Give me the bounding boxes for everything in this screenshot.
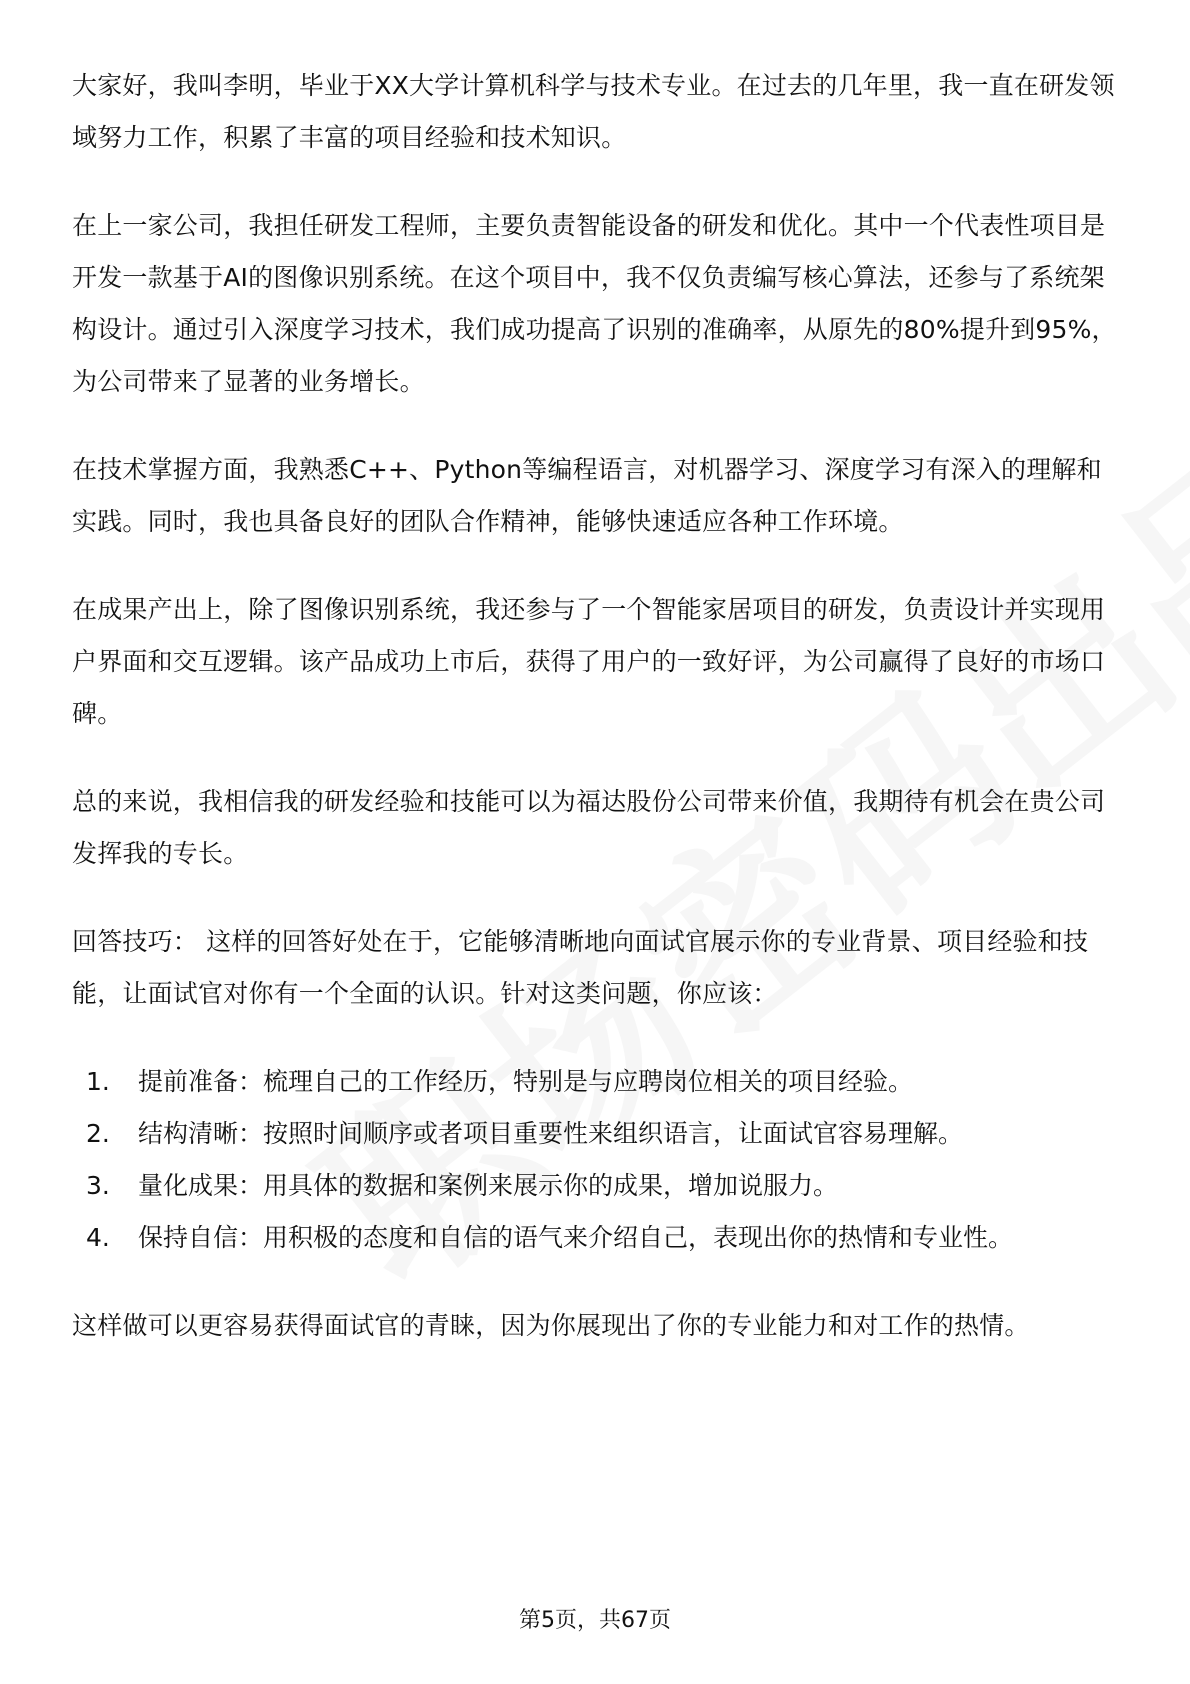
skills-paragraph: 在技术掌握方面，我熟悉C++、Python等编程语言，对机器学习、深度学习有深入的理解和实践。同时，我也具备良好的团队合作精神，能够快速适应各种工作环境。 (72, 455, 1102, 536)
list-item-text: 提前准备：梳理自己的工作经历，特别是与应聘岗位相关的项目经验。 (138, 1067, 914, 1096)
closing-paragraph: 这样做可以更容易获得面试官的青睐，因为你展现出了你的专业能力和对工作的热情。 (72, 1311, 1030, 1340)
list-item (86, 1056, 1122, 1108)
list-item (86, 1108, 1122, 1160)
list-item (86, 1160, 1122, 1212)
list-item-text: 结构清晰：按照时间顺序或者项目重要性来组织语言，让面试官容易理解。 (138, 1119, 964, 1148)
list-item-text: 量化成果：用具体的数据和案例来展示你的成果，增加说服力。 (138, 1171, 839, 1200)
list-item-number: 3. (86, 1171, 110, 1200)
list-item-text: 保持自信：用积极的态度和自信的语气来介绍自己，表现出你的热情和专业性。 (138, 1223, 1014, 1252)
document-body (72, 60, 1122, 1388)
tips-intro-paragraph: 回答技巧： 这样的回答好处在于，它能够清晰地向面试官展示你的专业背景、项目经验和技能，让面试官对你有一个全面的认识。针对这类问题，你应该： (72, 927, 1089, 1008)
tips-list (72, 1056, 1122, 1264)
summary-paragraph: 总的来说，我相信我的研发经验和技能可以为福达股份公司带来价值，我期待有机会在贵公司发挥我的专长。 (72, 787, 1106, 868)
list-item (86, 1212, 1122, 1264)
list-item-number: 2. (86, 1119, 110, 1148)
list-item-number: 1. (86, 1067, 110, 1096)
experience-paragraph: 在上一家公司，我担任研发工程师，主要负责智能设备的研发和优化。其中一个代表性项目是开发一款基于AI的图像识别系统。在这个项目中，我不仅负责编写核心算法，还参与了系统架构设计。通过引入深度学习技术，我们成功提高了识别的准确率，从原先的80%提升到95%，为公司带来了显著的业务增长。 (72, 211, 1117, 396)
page-number-footer: 第5页，共67页 (519, 1608, 671, 1633)
achievements-paragraph: 在成果产出上，除了图像识别系统，我还参与了一个智能家居项目的研发，负责设计并实现用户界面和交互逻辑。该产品成功上市后，获得了用户的一致好评，为公司赢得了良好的市场口碑。 (72, 595, 1106, 728)
intro-paragraph: 大家好，我叫李明，毕业于XX大学计算机科学与技术专业。在过去的几年里，我一直在研发领域努力工作，积累了丰富的项目经验和技术知识。 (72, 71, 1115, 152)
list-item-number: 4. (86, 1223, 110, 1252)
